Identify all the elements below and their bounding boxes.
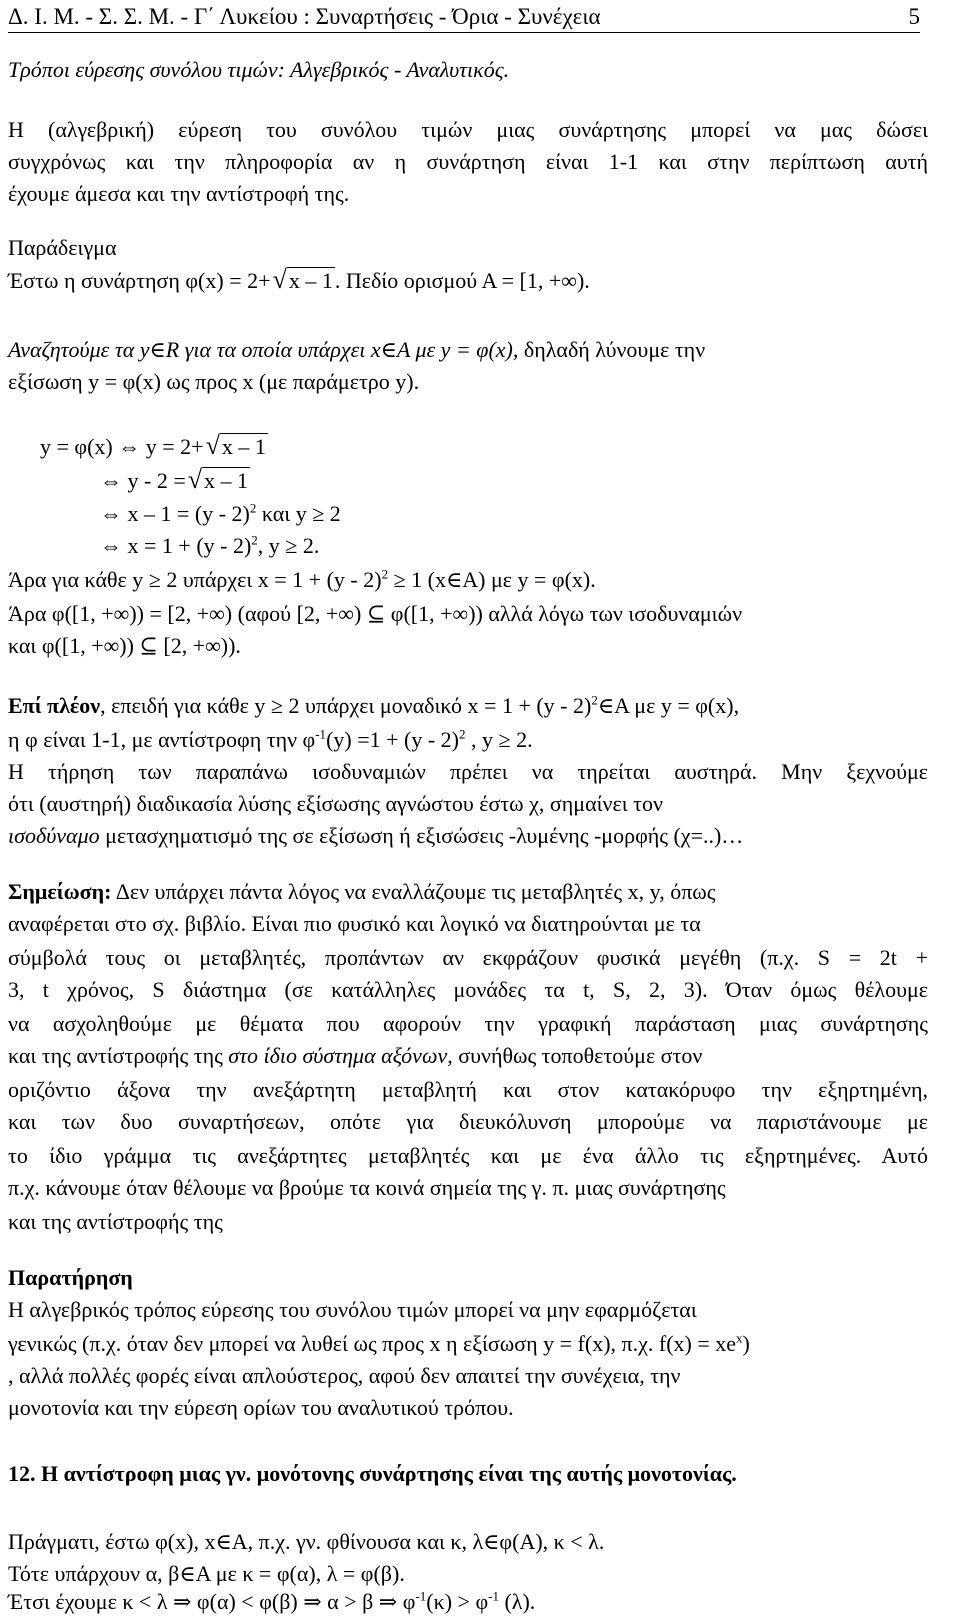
section-12-line-3: Έτσι έχουμε κ < λ ⇒ φ(α) < φ(β) ⇒ α > β ⇒ $\varphi^{-1}(\kappa) > \varphi^{-1}$ (λ).	[8, 1588, 536, 1614]
section-title: Τρόποι εύρεσης συνόλου τιμών: Αλγεβρικός - Αναλυτικός.	[8, 57, 510, 82]
remark-line-3: , αλλά πολλές φορές είναι απλούστερος, αφού δεν απαιτεί την συνέχεια, την	[8, 1363, 681, 1388]
further-line-1: Επί πλέον, επειδή για κάθε y ≥ 2 υπάρχει μοναδικό x = 1 + (y - 2)$^2$∈A με y = φ(x),	[8, 692, 740, 718]
search-line-2: εξίσωση y = φ(x) ως προς x (με παράμετρο y).	[8, 369, 420, 394]
further-line-3: Η τήρηση των παραπάνω ισοδυναμιών πρέπει να τηρείται αυστηρά. Μην ξεχνούμε	[8, 759, 928, 784]
note-line-10: π.χ. κάνουμε όταν θέλουμε να βρούμε τα κοινά σημεία της γ. π. μιας συνάρτησης	[8, 1175, 726, 1200]
note-line-3: σύμβολά τους οι μεταβλητές, προπάντων αν εκφράζουν φυσικά μεγέθη (π.χ. S = 2t +	[8, 945, 928, 970]
note-line-9: το ίδιο γράμμα τις ανεξάρτητες μεταβλητές και με ένα άλλο τις εξηρτημένες. Αυτό	[8, 1143, 928, 1168]
intro-line-2: συγχρόνως και την πληροφορία αν η συνάρτηση είναι 1-1 και στην περίπτωση αυτή	[8, 149, 928, 174]
remark-heading: Παρατήρηση	[8, 1265, 133, 1290]
equation-3: ⇔ x – 1 = (y - 2)$^2$ και y ≥ 2	[100, 500, 341, 526]
further-line-2: η φ είναι 1-1, με αντίστροφη την $\varphi^{-1}(y) =1 + (y - 2)^2$ , y ≥ 2.	[8, 726, 533, 752]
example-heading: Παράδειγμα	[8, 235, 117, 260]
equation-2: ⇔ y - 2 =√ x – 1	[100, 466, 250, 495]
running-header	[8, 2, 920, 33]
search-line-1: Αναζητούμε τα y∈R για τα οποία υπάρχει x∈A με y = φ(x), δηλαδή λύνουμε την	[8, 337, 706, 362]
equation-1: y = φ(x) ⇔ y = 2+√ x – 1	[40, 432, 268, 461]
sqrt-expression: √ x – 1	[287, 267, 335, 293]
further-line-5: ισοδύναμο μετασχηματισμό της σε εξίσωση ή εξισώσεις -λυμένης -μορφής (χ=..)…	[8, 823, 744, 848]
note-line-11: και της αντίστροφής της	[8, 1209, 223, 1234]
remark-line-2: γενικώς (π.χ. όταν δεν μπορεί να λυθεί ως προς x η εξίσωση y = f(x), π.χ. $f(x) = xe^x$)	[8, 1330, 750, 1356]
remark-line-4: μονοτονία και την εύρεση ορίων του αναλυτικού τρόπου.	[8, 1395, 514, 1420]
section-12-title: 12. Η αντίστροφη μιας γν. μονότονης συνάρτησης είναι της αυτής μονοτονίας.	[8, 1461, 737, 1486]
note-line-2: αναφέρεται στο σχ. βιβλίο. Είναι πιο φυσικό και λογικό να διατηρούνται με τα	[8, 911, 701, 936]
section-12-line-2: Τότε υπάρχουν α, β∈A με κ = φ(α), λ = φ(β).	[8, 1561, 405, 1586]
note-line-8: και των δυο συναρτήσεων, οπότε για διευκόλυνση μπορούμε να παριστάνουμε με	[8, 1109, 928, 1134]
note-line-1: Σημείωση: Δεν υπάρχει πάντα λόγος να εναλλάζουμε τις μεταβλητές x, y, όπως	[8, 879, 716, 904]
section-12-line-1: Πράγματι, έστω φ(x), x∈A, π.χ. γν. φθίνουσα και κ, λ∈φ(A), κ < λ.	[8, 1529, 605, 1554]
example-definition: Έστω η συνάρτηση φ(x) = 2+√ x – 1. Πεδίο ορισμού Α = [1, +∞).	[8, 266, 590, 295]
note-line-6: και της αντίστροφής της στο ίδιο σύστημα αξόνων, συνήθως τοποθετούμε στον	[8, 1043, 703, 1068]
further-line-4: ότι (αυστηρή) διαδικασία λύσης εξίσωσης αγνώστου έστω χ, σημαίνει τον	[8, 791, 663, 816]
header-title: Δ. Ι. Μ. - Σ. Σ. Μ. - Γ΄ Λυκείου : Συναρτήσεις - Όρια - Συνέχεια	[8, 4, 601, 29]
note-line-7: οριζόντιο άξονα την ανεξάρτητη μεταβλητή και στον κατακόρυφο την εξηρτημένη,	[8, 1077, 928, 1102]
intro-line-1: Η (αλγεβρική) εύρεση του συνόλου τιμών μιας συνάρτησης μπορεί να μας δώσει	[8, 117, 928, 142]
remark-line-1: Η αλγεβρικός τρόπος εύρεσης του συνόλου τιμών μπορεί να μην εφαρμόζεται	[8, 1297, 697, 1322]
conclusion-line-2: Άρα φ([1, +∞)) = [2, +∞) (αφού [2, +∞) ⊆ φ([1, +∞)) αλλά λόγω των ισοδυναμιών	[8, 601, 743, 626]
page-number: 5	[908, 4, 920, 29]
conclusion-line-3: και φ([1, +∞)) ⊆ [2, +∞)).	[8, 633, 241, 658]
conclusion-line-1: Άρα για κάθε y ≥ 2 υπάρχει x = 1 + (y - 2)$^2$ ≥ 1 (x∈A) με y = φ(x).	[8, 566, 596, 592]
note-line-4: 3, t χρόνος, S διάστημα (σε κατάλληλες μονάδες τα t, S, 2, 3). Όταν όμως θέλουμε	[8, 977, 928, 1002]
equation-4: ⇔ x = 1 + (y - 2)$^2$, y ≥ 2.	[100, 532, 320, 558]
note-line-5: να ασχοληθούμε με θέματα που αφορούν την γραφική παράσταση μιας συνάρτησης	[8, 1011, 928, 1036]
intro-line-3: έχουμε άμεσα και την αντίστροφή της.	[8, 181, 350, 206]
